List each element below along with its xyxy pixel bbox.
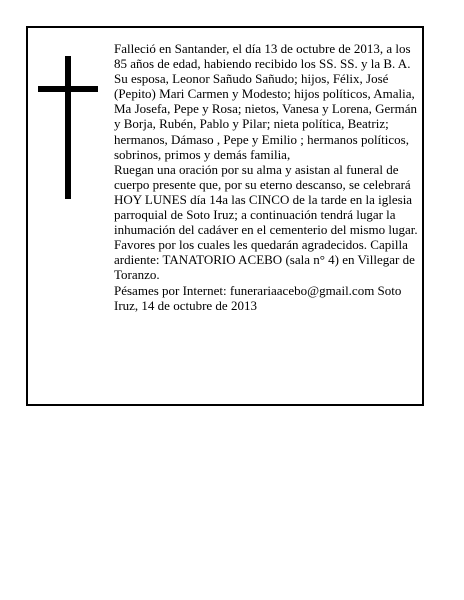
funeral-details: Ruegan una oración por su alma y asistan al funeral de cuerpo presente que, por su eterno descanso, se celebrará HOY LUNES día 14a las CINCO de la tarde en la iglesia parroquial de Soto Iruz; a continuación tendrá lugar la inhumación del cadáver en el cementerio del mismo lugar. Favores por los cuales les quedarán agradecidos. Capilla ardiente: TANATORIO ACEBO (sala n° 4) en Villegar de Toranzo. [114,161,418,283]
cross-icon [38,56,98,199]
family-list: Su esposa, Leonor Sañudo Sañudo; hijos, Félix, José (Pepito) Mari Carmen y Modesto; hijos políticos, Amalia, Ma Josefa, Pepe y Rosa; nietos, Vanesa y Lorena, Germán y Borja, Rubén, Pablo y Pilar; nieta política, Beatriz; hermanos, Dámaso , Pepe y Emilio ; hermanos políticos, sobrinos, primos y demás familia, [114,71,418,162]
obituary-notice [26,26,424,406]
condolences-info: Pésames por Internet: funerariaacebo@gmail.com Soto Iruz, 14 de octubre de 2013 [114,282,402,313]
cross-vertical-bar [65,56,71,199]
cross-horizontal-bar [38,86,98,92]
notice-body [114,41,424,313]
death-announcement: Falleció en Santander, el día 13 de octubre de 2013, a los 85 años de edad, habiendo recibido los SS. SS. y la B. A. [114,41,411,72]
